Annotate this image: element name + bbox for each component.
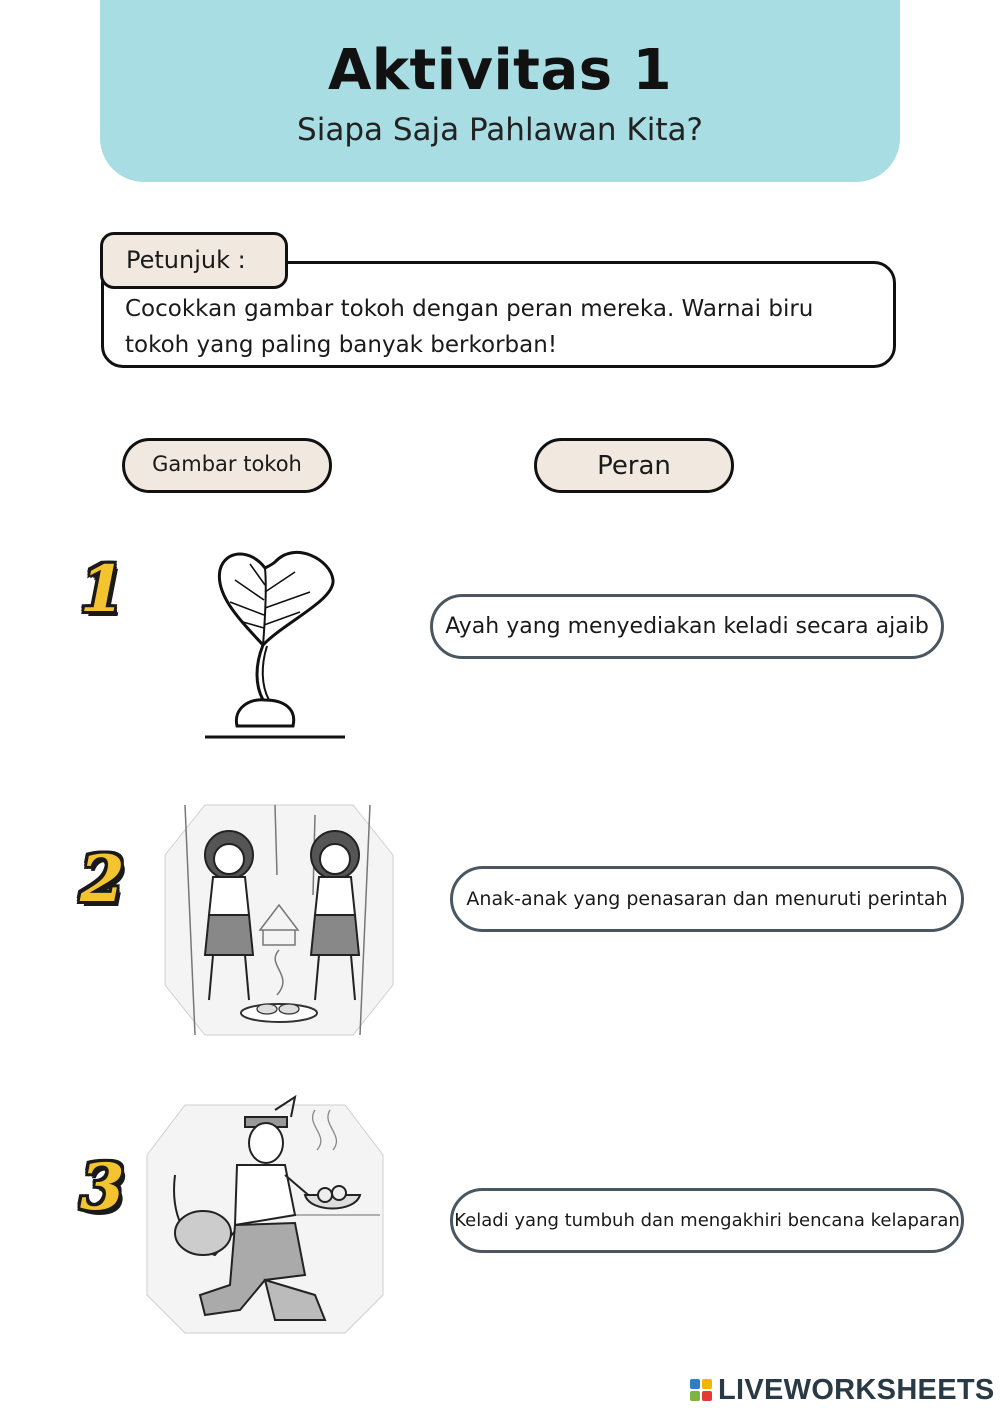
logo-text: LIVEWORKSHEETS [718, 1373, 995, 1406]
column-header-pictures: Gambar tokoh [122, 438, 332, 493]
role-option-1[interactable]: Ayah yang menyediakan keladi secara ajaib [430, 594, 944, 659]
instructions-label: Petunjuk : [100, 232, 288, 289]
role-option-2[interactable]: Anak-anak yang penasaran dan menuruti perintah [450, 866, 964, 932]
row-number-2: 2 [80, 842, 125, 917]
row-number-1: 1 [80, 552, 125, 627]
two-children-icon[interactable] [165, 805, 393, 1035]
role-option-3[interactable]: Keladi yang tumbuh dan mengakhiri bencana kelaparan [450, 1188, 964, 1253]
taro-plant-icon[interactable] [195, 540, 355, 745]
page-subtitle: Siapa Saja Pahlawan Kita? [297, 112, 703, 148]
page-title: Aktivitas 1 [327, 38, 673, 103]
kneeling-father-icon[interactable] [145, 1095, 385, 1335]
liveworksheets-logo-icon [690, 1379, 712, 1401]
liveworksheets-logo [690, 1372, 995, 1408]
column-header-roles: Peran [534, 438, 734, 493]
instructions-text: Cocokkan gambar tokoh dengan peran mereka. Warnai biru tokoh yang paling banyak berkorban! [125, 296, 814, 358]
row-number-3: 3 [80, 1150, 125, 1225]
